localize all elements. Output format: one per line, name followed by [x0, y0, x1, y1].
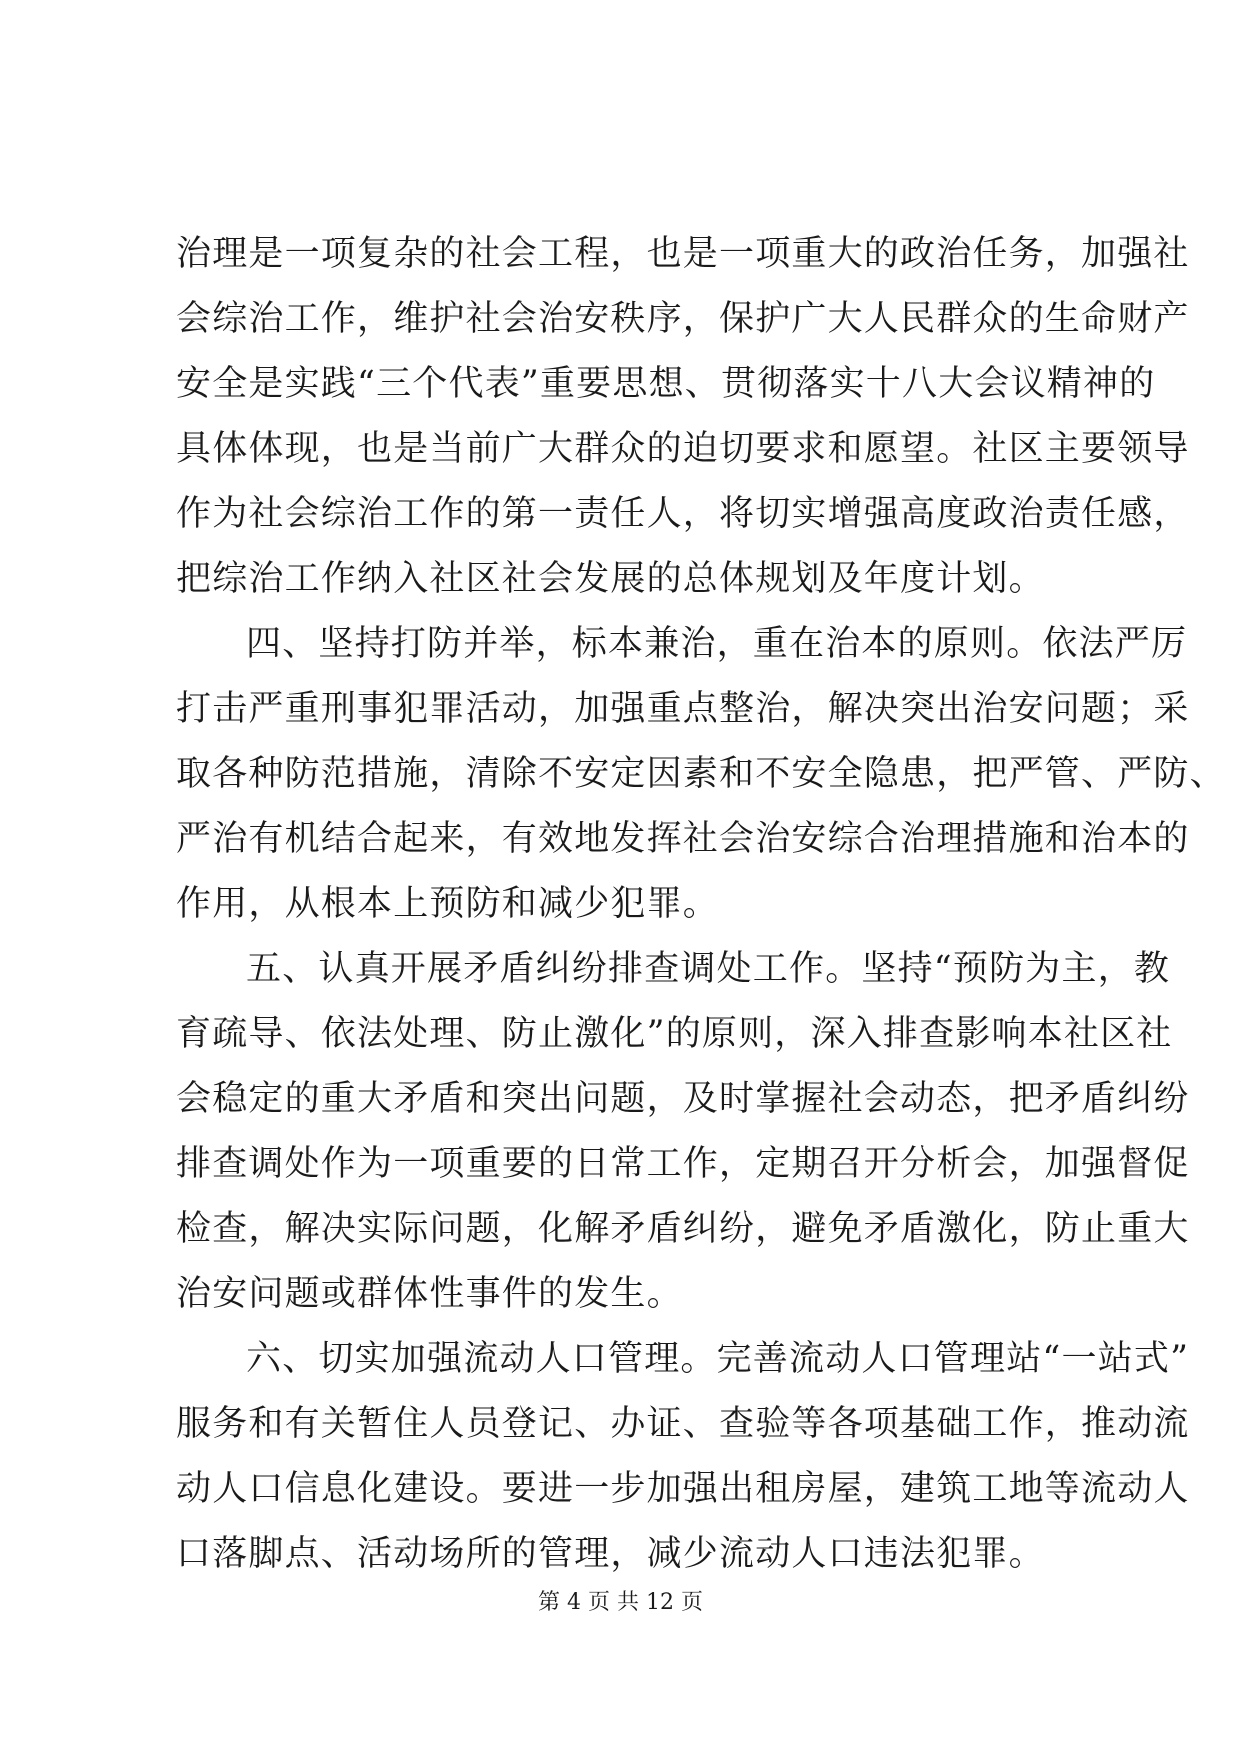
paragraph-section-five [176, 937, 1190, 1327]
text-line: 五、认真开展矛盾纠纷排查调处工作。坚持“预防为主，教 [246, 949, 1171, 989]
text-line: 会综治工作，维护社会治安秩序，保护广大人民群众的生命财产 [176, 299, 1190, 339]
text-line: 取各种防范措施，清除不安定因素和不安全隐患，把严管、严防、 [176, 754, 1226, 794]
text-line: 会稳定的重大矛盾和突出问题，及时掌握社会动态，把矛盾纠纷 [176, 1079, 1190, 1119]
text-line: 治安问题或群体性事件的发生。 [176, 1274, 683, 1314]
text-line: 作为社会综治工作的第一责任人，将切实增强高度政治责任感， [176, 494, 1190, 534]
text-line: 安全是实践“三个代表”重要思想、贯彻落实十八大会议精神的 [176, 364, 1156, 404]
paragraph-section-four [176, 612, 1226, 937]
text-line: 育疏导、依法处理、防止激化”的原则，深入排查影响本社区社 [176, 1014, 1173, 1054]
text-line: 打击严重刑事犯罪活动，加强重点整治，解决突出治安问题；采 [176, 689, 1190, 729]
text-line: 把综治工作纳入社区社会发展的总体规划及年度计划。 [176, 559, 1045, 599]
text-line: 服务和有关暂住人员登记、办证、查验等各项基础工作，推动流 [176, 1404, 1190, 1444]
paragraph-continued [176, 222, 1190, 612]
text-line: 动人口信息化建设。要进一步加强出租房屋，建筑工地等流动人 [176, 1469, 1190, 1509]
text-line: 排查调处作为一项重要的日常工作，定期召开分析会，加强督促 [176, 1144, 1190, 1184]
text-line: 四、坚持打防并举，标本兼治，重在治本的原则。依法严厉 [246, 624, 1188, 664]
text-line: 作用，从根本上预防和减少犯罪。 [176, 884, 720, 924]
page-number-footer: 第 4 页 共 12 页 [538, 1590, 703, 1615]
text-line: 六、切实加强流动人口管理。完善流动人口管理站“一站式” [246, 1339, 1190, 1379]
document-body [176, 222, 1226, 1587]
text-line: 严治有机结合起来，有效地发挥社会治安综合治理措施和治本的 [176, 819, 1190, 859]
text-line: 口落脚点、活动场所的管理，减少流动人口违法犯罪。 [176, 1534, 1045, 1574]
paragraph-section-six [176, 1327, 1190, 1587]
text-line: 具体体现，也是当前广大群众的迫切要求和愿望。社区主要领导 [176, 429, 1190, 469]
text-line: 治理是一项复杂的社会工程，也是一项重大的政治任务，加强社 [176, 234, 1190, 274]
text-line: 检查，解决实际问题，化解矛盾纠纷，避免矛盾激化，防止重大 [176, 1209, 1190, 1249]
